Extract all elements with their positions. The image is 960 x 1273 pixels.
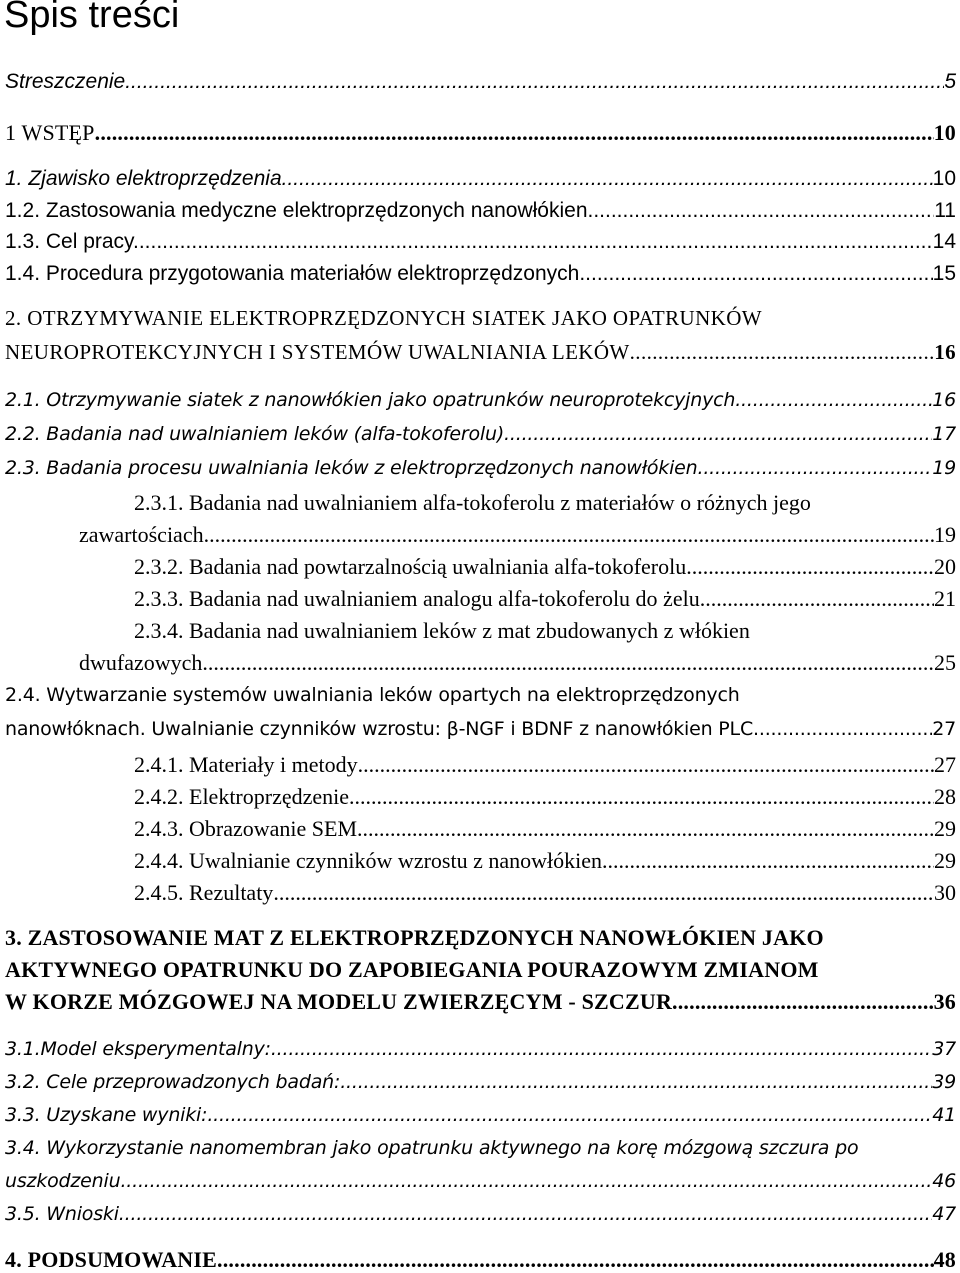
- toc-leader-dots: [630, 340, 935, 365]
- toc-page-number: 17: [932, 423, 956, 445]
- toc-entry-label: NEUROPROTEKCYJNYCH I SYSTEMÓW UWALNIANIA LEKÓW: [5, 340, 630, 364]
- toc-entry-3-3[interactable]: [5, 1104, 956, 1126]
- toc-entry-label: uszkodzeniu: [5, 1170, 121, 1192]
- toc-leader-dots: [735, 389, 932, 411]
- toc-page-number: 21: [934, 586, 956, 611]
- toc-leader-dots: [602, 848, 934, 874]
- toc-entry-label: 3.1.Model eksperymentalny:: [5, 1038, 271, 1060]
- toc-leader-dots: [271, 1038, 932, 1060]
- toc-entry-label: 2.4.2. Elektroprzędzenie: [134, 784, 350, 809]
- toc-entry-1-3[interactable]: [5, 230, 956, 254]
- toc-page-number: 5: [944, 70, 956, 93]
- toc-entry-2-line1[interactable]: 2. OTRZYMYWANIE ELEKTROPRZĘDZONYCH SIATEK JAKO OPATRUNKÓW: [5, 306, 762, 330]
- toc-entry-3-5[interactable]: [5, 1203, 956, 1225]
- toc-entry-3-4[interactable]: [5, 1170, 956, 1192]
- toc-page-number: 29: [934, 816, 956, 841]
- toc-entry-label: dwufazowych: [79, 650, 203, 675]
- toc-page-number: 19: [934, 522, 956, 547]
- toc-entry-2-3-1[interactable]: [79, 522, 956, 548]
- toc-page-number: 27: [932, 718, 956, 740]
- toc-page-number: 30: [934, 880, 956, 905]
- toc-entry-label: Streszczenie: [5, 70, 126, 93]
- toc-entry-2-1[interactable]: [5, 389, 956, 411]
- toc-entry-3[interactable]: [5, 989, 956, 1015]
- toc-entry-label: 2.4.5. Rezultaty: [134, 880, 274, 905]
- toc-page-number: 37: [932, 1038, 956, 1060]
- toc-leader-dots: [672, 989, 934, 1015]
- toc-page-number: 46: [932, 1170, 956, 1192]
- toc-entry-label: 2.2. Badania nad uwalnianiem leków (alfa-tokoferolu): [5, 423, 505, 445]
- toc-page-number: 16: [934, 340, 956, 364]
- toc-leader-dots: [358, 752, 934, 778]
- toc-entry-2-4-4[interactable]: [134, 848, 956, 874]
- toc-entry-2-4-5[interactable]: [134, 880, 956, 906]
- toc-entry-2-3-2[interactable]: [134, 554, 956, 580]
- toc-leader-dots: [139, 230, 933, 254]
- toc-page-number: 41: [932, 1104, 956, 1126]
- toc-entry-2[interactable]: [5, 340, 956, 365]
- toc-entry-4[interactable]: [5, 1247, 956, 1273]
- toc-entry-label: 1.2. Zastosowania medyczne elektroprzędzonych nanowłókien.: [5, 199, 594, 222]
- toc-entry-label: 1.4. Procedura przygotowania materiałów elektroprzędzonych: [5, 262, 580, 285]
- toc-leader-dots: [95, 120, 934, 146]
- toc-entry-label: W KORZE MÓZGOWEJ NA MODELU ZWIERZĘCYM - SZCZUR: [5, 989, 673, 1014]
- toc-leader-dots: [357, 816, 934, 842]
- toc-entry-label: 1.3. Cel pracy.: [5, 230, 139, 253]
- toc-leader-dots: [703, 457, 932, 479]
- toc-leader-dots: [204, 522, 934, 548]
- toc-entry-label: 2.3.3. Badania nad uwalnianiem analogu alfa-tokoferolu do żelu: [134, 586, 700, 611]
- toc-entry-label: 3.5. Wnioski.: [5, 1203, 125, 1225]
- toc-page-number: 20: [934, 554, 956, 579]
- toc-entry-1[interactable]: [5, 167, 956, 191]
- toc-page-number: 19: [932, 457, 956, 479]
- toc-entry-2-2[interactable]: [5, 423, 956, 445]
- toc-page-number: 15: [932, 262, 956, 285]
- toc-entry-3-2[interactable]: [5, 1071, 956, 1093]
- toc-page-number: 25: [934, 650, 956, 675]
- toc-leader-dots: [217, 1247, 934, 1273]
- toc-leader-dots: [120, 1170, 932, 1192]
- toc-leader-dots: [579, 262, 932, 286]
- toc-entry-label: 2.4.3. Obrazowanie SEM: [134, 816, 358, 841]
- toc-entry-label: 3.3. Uzyskane wyniki:: [5, 1104, 208, 1126]
- toc-entry-2-4-1[interactable]: [134, 752, 956, 778]
- toc-entry-wstep[interactable]: [5, 120, 956, 146]
- toc-entry-label: nanowłóknach. Uwalnianie czynników wzrostu: β-NGF i BDNF z nanowłókien PLC: [5, 718, 754, 740]
- toc-entry-2-3-1-line1[interactable]: 2.3.1. Badania nad uwalnianiem alfa-tokoferolu z materiałów o różnych jego: [134, 490, 811, 515]
- toc-page-number: 14: [932, 230, 956, 253]
- toc-leader-dots: [593, 199, 934, 223]
- toc-leader-dots: [692, 554, 934, 580]
- toc-page-number: 36: [933, 989, 956, 1014]
- toc-entry-2-3-3[interactable]: [134, 586, 956, 612]
- toc-leader-dots: [287, 167, 932, 191]
- toc-entry-3-1[interactable]: [5, 1038, 956, 1060]
- toc-entry-label: 2.4.1. Materiały i metody: [134, 752, 358, 777]
- toc-leader-dots: [207, 1104, 932, 1126]
- toc-page-number: 10: [933, 120, 956, 145]
- toc-entry-label: 4. PODSUMOWANIE: [5, 1247, 218, 1272]
- toc-leader-dots: [753, 718, 932, 740]
- toc-entry-3-line2[interactable]: AKTYWNEGO OPATRUNKU DO ZAPOBIEGANIA POURAZOWYM ZMIANOM: [5, 957, 819, 982]
- toc-entry-label: 2.3. Badania procesu uwalniania leków z elektroprzędzonych nanowłókien.: [5, 457, 704, 479]
- toc-entry-label: 2.4.4. Uwalnianie czynników wzrostu z nanowłókien: [134, 848, 602, 873]
- toc-entry-2-3[interactable]: [5, 457, 956, 479]
- toc-entry-label: 2.1. Otrzymywanie siatek z nanowłókien jako opatrunków neuroprotekcyjnych: [5, 389, 736, 411]
- toc-entry-2-4-line1[interactable]: 2.4. Wytwarzanie systemów uwalniania leków opartych na elektroprzędzonych: [5, 684, 740, 706]
- toc-entry-label: zawartościach: [79, 522, 204, 547]
- toc-page-number: 39: [932, 1071, 956, 1093]
- toc-page-number: 47: [932, 1203, 956, 1225]
- toc-entry-1-2[interactable]: [5, 199, 956, 223]
- toc-leader-dots: [125, 70, 944, 94]
- toc-entry-2-3-4-line1[interactable]: 2.3.4. Badania nad uwalnianiem leków z mat zbudowanych z włókien: [134, 618, 750, 643]
- toc-page-number: 48: [933, 1247, 956, 1272]
- toc-entry-label: 2.3.2. Badania nad powtarzalnością uwalniania alfa-tokoferolu.: [134, 554, 692, 579]
- toc-entry-3-line1[interactable]: 3. ZASTOSOWANIE MAT Z ELEKTROPRZĘDZONYCH NANOWŁÓKIEN JAKO: [5, 925, 824, 950]
- toc-leader-dots: [349, 784, 934, 810]
- toc-page-number: 28: [934, 784, 956, 809]
- toc-leader-dots: [504, 423, 932, 445]
- toc-entry-label: 1 WSTĘP: [5, 120, 95, 145]
- toc-entry-label: 3.2. Cele przeprowadzonych badań:: [5, 1071, 341, 1093]
- toc-entry-2-3-4[interactable]: [79, 650, 956, 676]
- toc-entry-2-4-3[interactable]: [134, 816, 956, 842]
- toc-leader-dots: [273, 880, 934, 906]
- toc-page-number: 27: [934, 752, 956, 777]
- toc-page-number: 10: [932, 167, 956, 190]
- toc-leader-dots: [700, 586, 934, 612]
- toc-entry-streszczenie[interactable]: [5, 70, 956, 94]
- toc-leader-dots: [340, 1071, 932, 1093]
- toc-entry-label: 1. Zjawisko elektroprzędzenia.: [5, 167, 288, 190]
- toc-leader-dots: [125, 1203, 933, 1225]
- page-title: Spis treści: [4, 0, 180, 36]
- toc-leader-dots: [202, 650, 934, 676]
- toc-entry-1-4[interactable]: [5, 262, 956, 286]
- toc-page-number: 29: [934, 848, 956, 873]
- toc-entry-2-4-2[interactable]: [134, 784, 956, 810]
- toc-entry-3-4-line1[interactable]: 3.4. Wykorzystanie nanomembran jako opatrunku aktywnego na korę mózgową szczura po: [5, 1137, 859, 1159]
- toc-page-number: 11: [934, 199, 956, 222]
- toc-page-number: 16: [932, 389, 956, 411]
- toc-entry-2-4[interactable]: [5, 718, 956, 740]
